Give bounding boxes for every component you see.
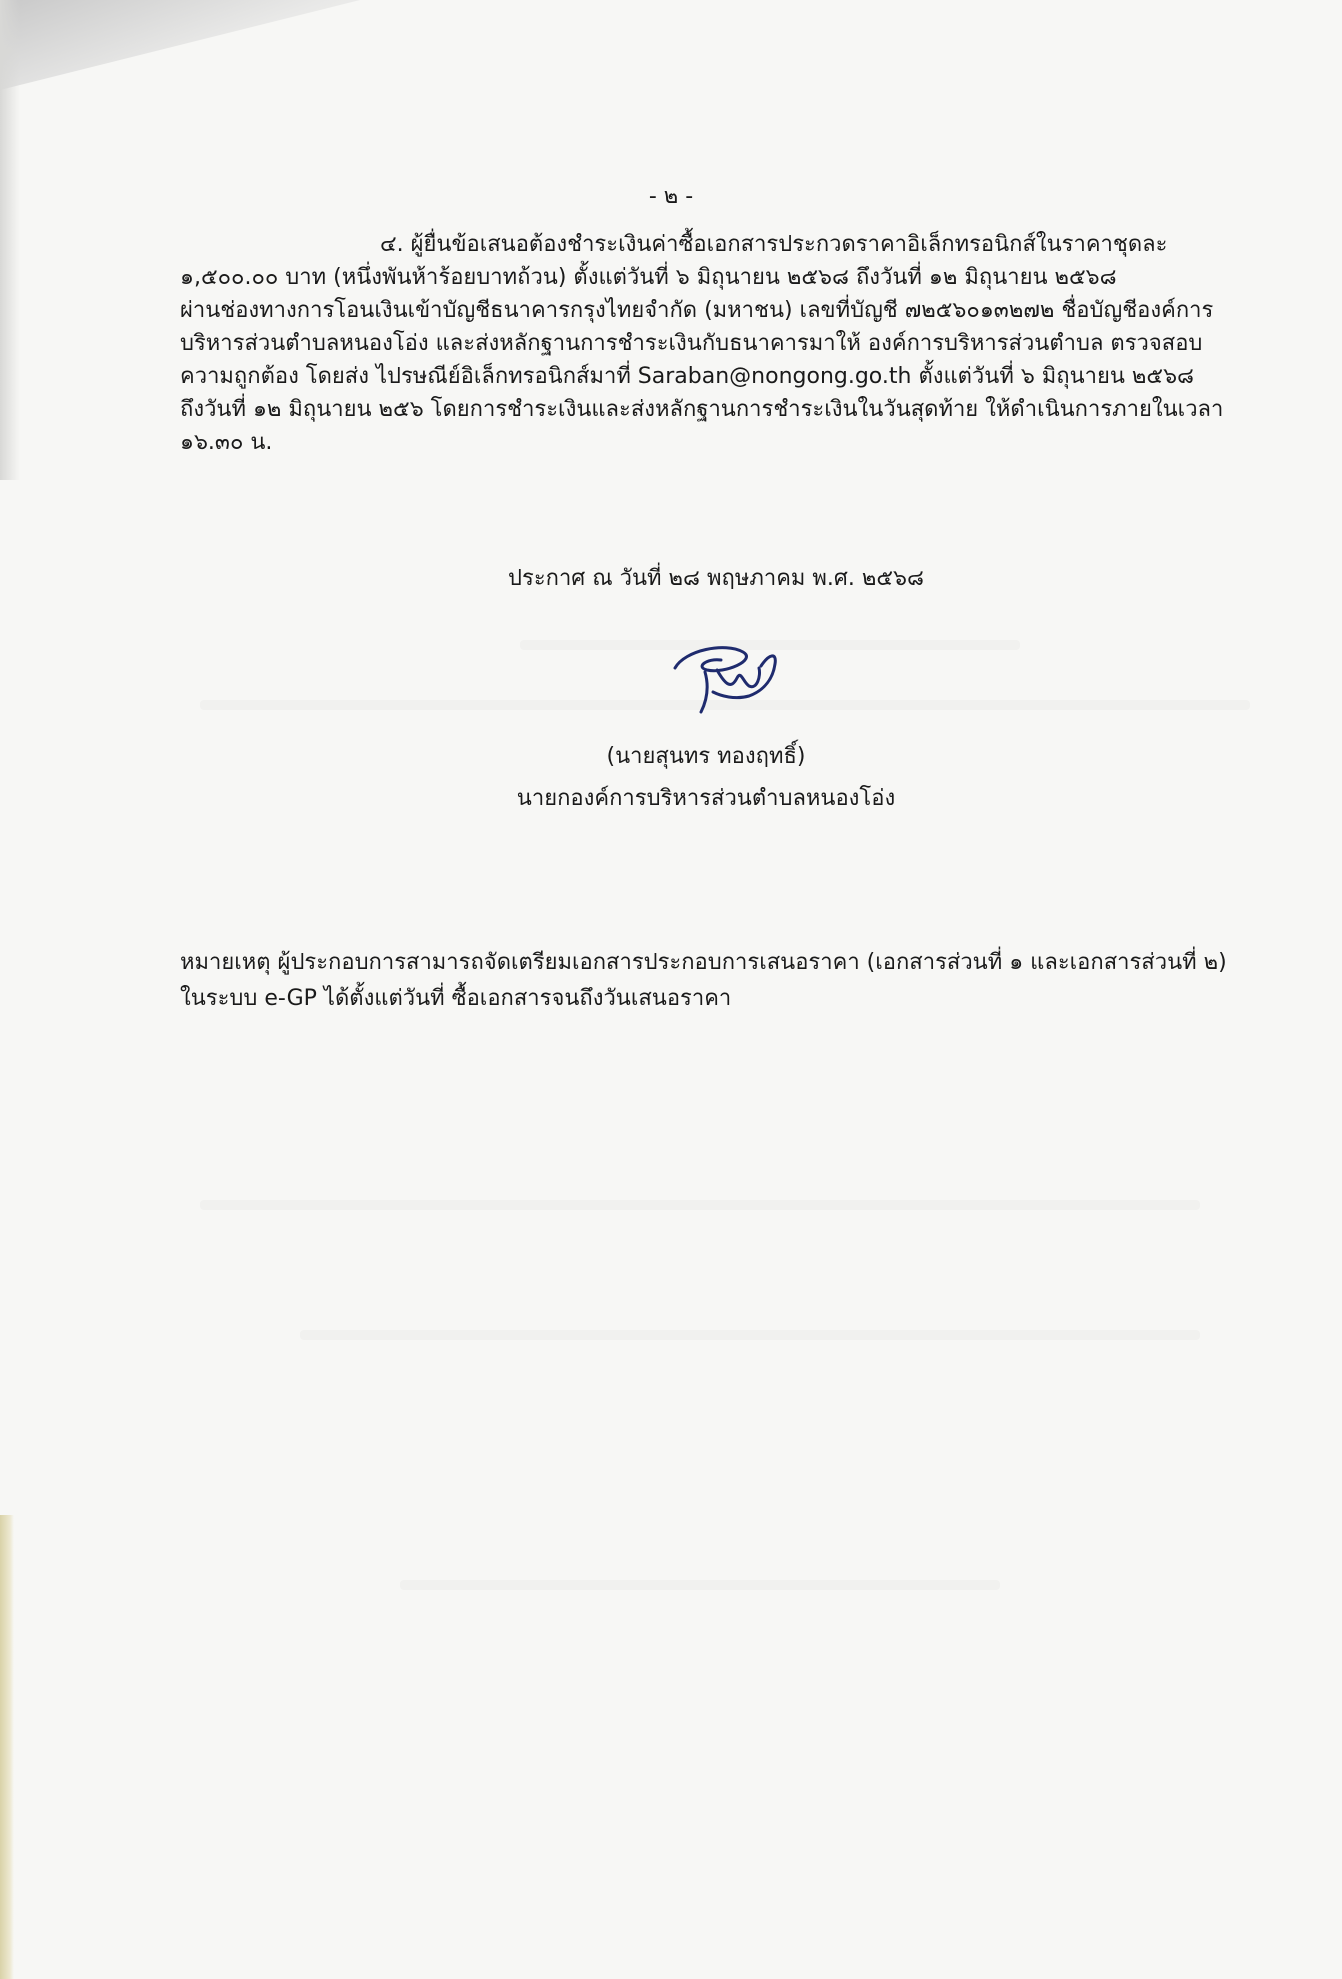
signer-title: นายกองค์การบริหารส่วนตำบลหนองโอ่ง xyxy=(516,786,896,811)
signature xyxy=(665,630,805,720)
body-line: บริหารส่วนตำบลหนองโอ่ง และส่งหลักฐานการชำระเงินกับธนาคารมาให้ องค์การบริหารส่วนตำบล ตรวจสอบ xyxy=(180,331,1203,356)
page-edge xyxy=(0,1515,14,1979)
body-line: ๔. ผู้ยื่นข้อเสนอต้องชำระเงินค่าซื้อเอกสารประกวดราคาอิเล็กทรอนิกส์ในราคาชุดละ xyxy=(380,232,1168,257)
page-number: - ๒ - xyxy=(648,184,694,209)
announcement-date: ประกาศ ณ วันที่ ๒๘ พฤษภาคม พ.ศ. ๒๕๖๘ xyxy=(508,566,924,591)
body-line: ความถูกต้อง โดยส่ง ไปรษณีย์อิเล็กทรอนิกส์มาที่ Saraban@nongong.go.th ตั้งแต่วันที่ ๖ มิถุนายน ๒๕๖๘ xyxy=(180,364,1195,389)
body-line: ถึงวันที่ ๑๒ มิถุนายน ๒๕๖ โดยการชำระเงินและส่งหลักฐานการชำระเงินในวันสุดท้าย ให้ดำเนินการภายในเวลา xyxy=(180,397,1224,422)
body-line: ผ่านช่องทางการโอนเงินเข้าบัญชีธนาคารกรุงไทยจำกัด (มหาชน) เลขที่บัญชี ๗๒๕๖๐๑๓๒๗๒ ชื่อบัญชีองค์การ xyxy=(180,298,1214,323)
show-through xyxy=(400,1580,1000,1590)
page-fold-shadow xyxy=(0,0,360,90)
note-paragraph xyxy=(180,945,1292,1017)
body-line: ๑,๕๐๐.๐๐ บาท (หนึ่งพันห้าร้อยบาทถ้วน) ตั้งแต่วันที่ ๖ มิถุนายน ๒๕๖๘ ถึงวันที่ ๑๒ มิถุนายน ๒๕๖๘ xyxy=(180,265,1117,290)
page-left-shadow xyxy=(0,0,20,480)
note-line: หมายเหตุ ผู้ประกอบการสามารถจัดเตรียมเอกสารประกอบการเสนอราคา (เอกสารส่วนที่ ๑ และเอกสารส่วนที่ ๒) xyxy=(180,950,1227,975)
show-through xyxy=(300,1330,1200,1340)
signer-name: (นายสุนทร ทองฤทธิ์) xyxy=(606,744,806,769)
body-paragraph xyxy=(180,228,1292,459)
body-line: ๑๖.๓๐ น. xyxy=(180,430,273,455)
note-line: ในระบบ e-GP ได้ตั้งแต่วันที่ ซื้อเอกสารจนถึงวันเสนอราคา xyxy=(180,986,732,1011)
show-through xyxy=(200,1200,1200,1210)
